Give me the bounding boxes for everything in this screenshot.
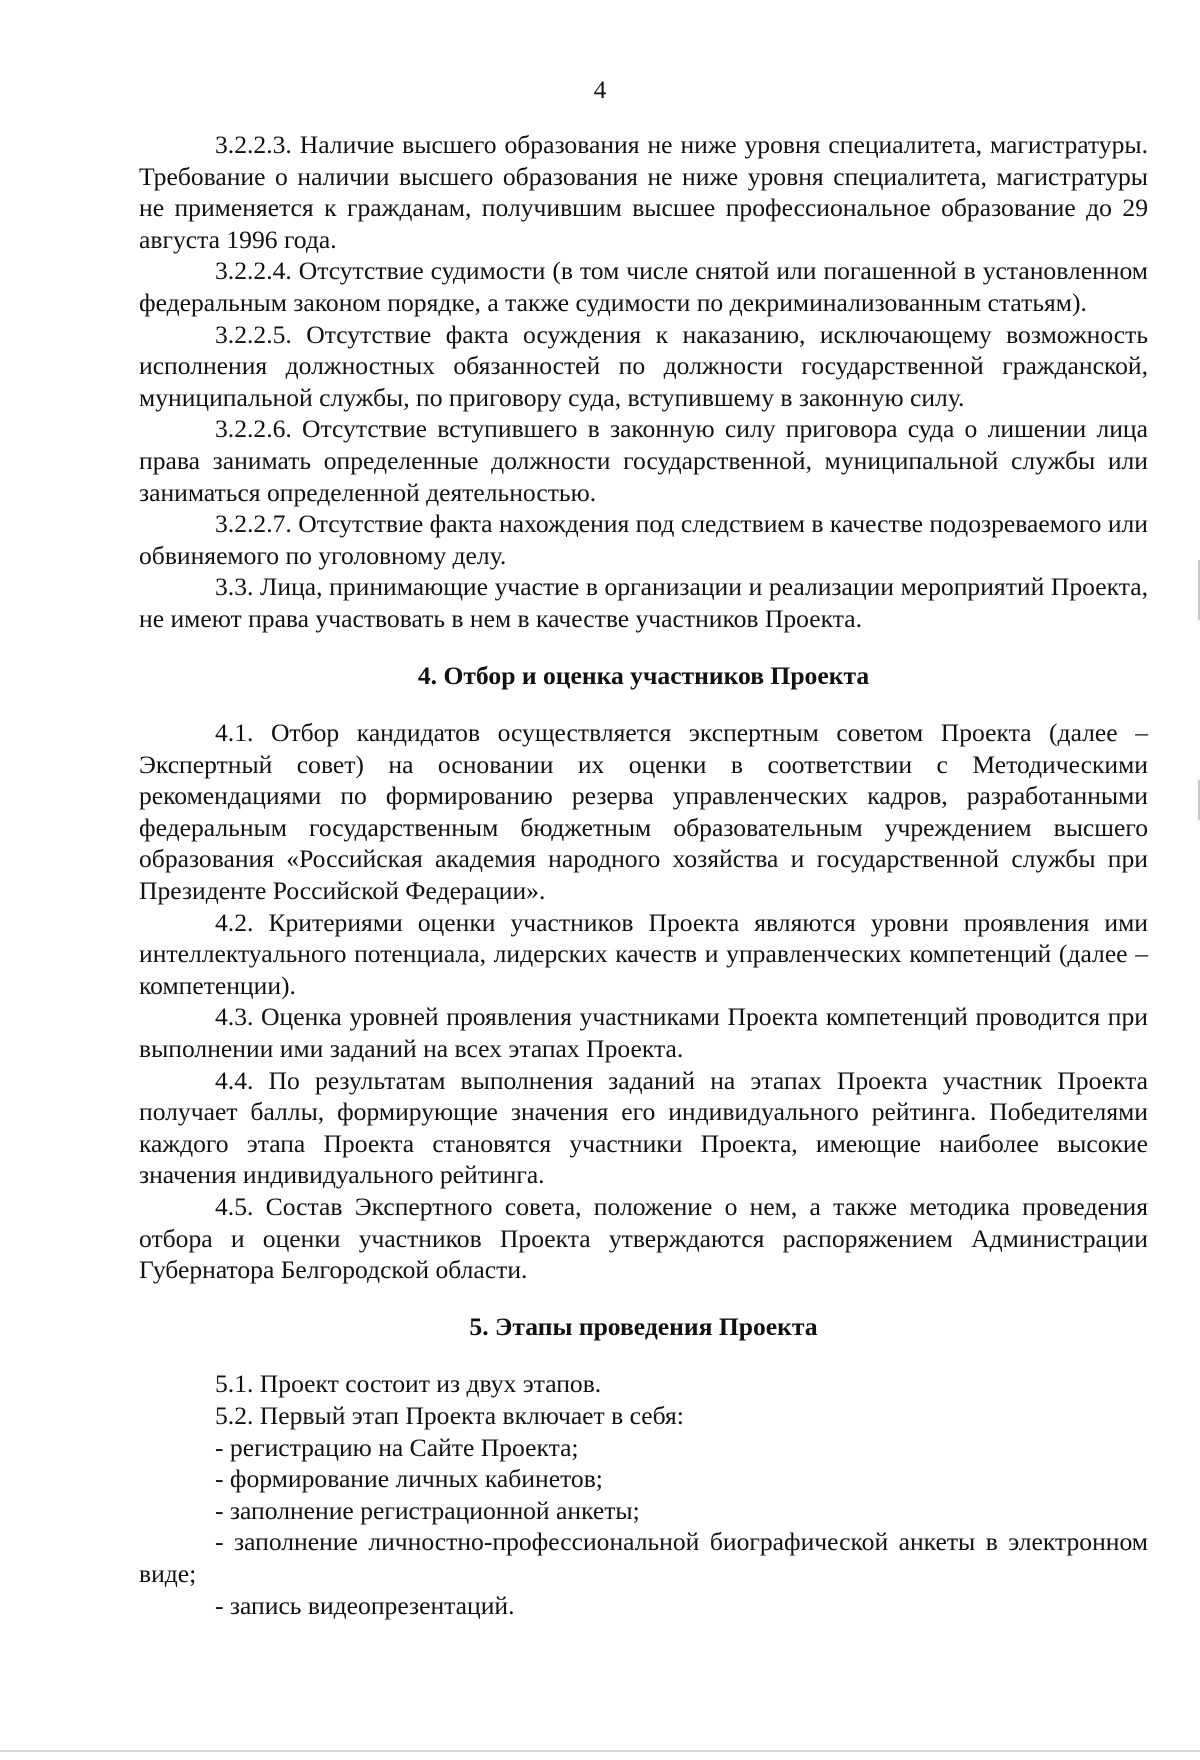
list-item: - регистрацию на Сайте Проекта; [215,1432,579,1462]
paragraph-4-1: 4.1. Отбор кандидатов осуществляется экспертным советом Проекта (далее – Экспертный совет) на основании их оценки в соответствии с Методическими рекомендациями по формированию резерва управленческих кадров, разработанными федеральным государственным бюджетным образовательным учреждением высшего образования «Российская академия народного хозяйства и государственной службы при Президенте Российской Федерации». [139,718,1148,906]
document-body [139,129,1148,1621]
spacer [139,1342,1148,1368]
paragraph-3-2-2-4: 3.2.2.4. Отсутствие судимости (в том числе снятой или погашенной в установленном федеральным законом порядке, а также судимости по декриминализованным статьям). [139,256,1148,317]
list-item: - заполнение регистрационной анкеты; [215,1495,640,1525]
list-item: - заполнение личностно-профессиональной биографической анкеты в электронном виде; [139,1527,1148,1588]
paragraph-3-2-2-7: 3.2.2.7. Отсутствие факта нахождения под следствием в качестве подозреваемого или обвиняемого по уголовному делу. [139,509,1148,570]
paragraph-4-2: 4.2. Критериями оценки участников Проекта являются уровни проявления ими интеллектуального потенциала, лидерских качеств и управленческих компетенций (далее – компетенции). [139,907,1148,1000]
list-item: - запись видеопрезентаций. [215,1590,515,1620]
paragraph-5-2: 5.2. Первый этап Проекта включает в себя: [215,1400,684,1430]
scan-bottom-edge [0,1750,1200,1752]
paragraph-4-4: 4.4. По результатам выполнения заданий на этапах Проекта участник Проекта получает баллы, формирующие значения его индивидуального рейтинга. Победителями каждого этапа Проекта становятся участники Проекта, имеющие наиболее высокие значения индивидуального рейтинга. [139,1065,1148,1190]
page-number: 4 [593,77,607,104]
spacer [139,635,1148,660]
section-5-heading: 5. Этапы проведения Проекта [469,1311,818,1341]
spacer [139,691,1148,717]
section-4-heading: 4. Отбор и оценка участников Проекта [417,660,870,690]
paragraph-4-3: 4.3. Оценка уровней проявления участниками Проекта компетенций проводится при выполнении ими заданий на всех этапах Проекта. [139,1002,1148,1064]
paragraph-3-2-2-3: 3.2.2.3. Наличие высшего образования не ниже уровня специалитета, магистратуры. Требование о наличии высшего образования не ниже уровня специалитета, магистратуры не применяется к гражданам, получившим высшее профессиональное образование до 29 августа 1996 года. [139,130,1148,254]
paragraph-3-2-2-5: 3.2.2.5. Отсутствие факта осуждения к наказанию, исключающему возможность исполнения должностных обязанностей по должности государственной гражданской, муниципальной службы, по приговору суда, вступившему в законную силу. [139,319,1148,412]
paragraph-4-5: 4.5. Состав Экспертного совета, положение о нем, а также методика проведения отбора и оценки участников Проекта утверждаются распоряжением Администрации Губернатора Белгородской области. [139,1192,1148,1285]
paragraph-5-1: 5.1. Проект состоит из двух этапов. [215,1369,602,1399]
list-item: - формирование личных кабинетов; [215,1464,603,1494]
spacer [139,1286,1148,1311]
paragraph-3-3: 3.3. Лица, принимающие участие в организации и реализации мероприятий Проекта, не имеют права участвовать в нем в качестве участников Проекта. [139,572,1148,633]
paragraph-3-2-2-6: 3.2.2.6. Отсутствие вступившего в законную силу приговора суда о лишении лица права занимать определенные должности государственной, муниципальной службы или заниматься определенной деятельностью. [139,414,1148,507]
